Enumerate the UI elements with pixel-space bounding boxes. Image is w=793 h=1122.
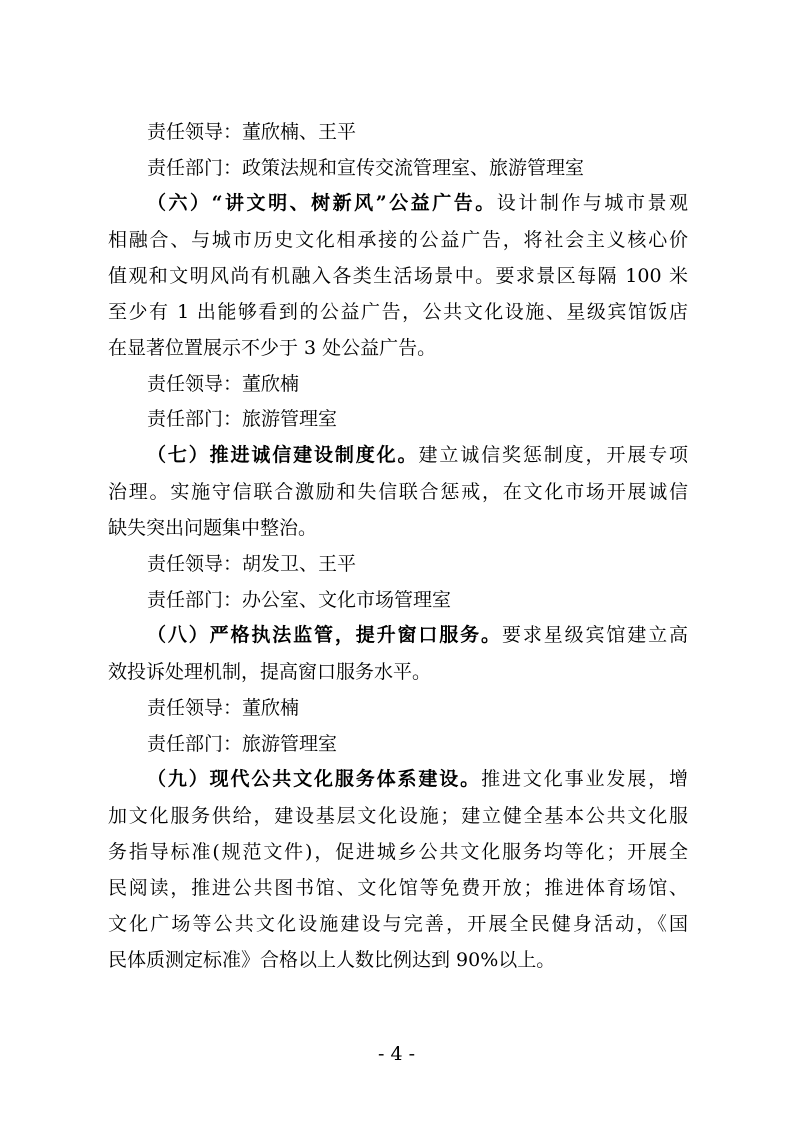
responsible-leader: 责任领导：董欣楠、王平 bbox=[147, 121, 357, 143]
responsible-department: 责任部门：旅游管理室 bbox=[147, 733, 338, 755]
paragraph-line: 相融合、与城市历史文化相承接的公益广告，将社会主义核心价 bbox=[108, 229, 688, 251]
section-nine-first-line bbox=[147, 764, 688, 794]
responsible-leader: 责任领导：董欣楠 bbox=[147, 373, 300, 395]
responsible-leader: 责任领导：胡发卫、王平 bbox=[147, 553, 357, 575]
section-six-first-line bbox=[147, 188, 688, 218]
paragraph-line: 至少有 1 出能够看到的公益广告，公共文化设施、星级宾馆饭店 bbox=[108, 301, 688, 323]
paragraph-line: 效投诉处理机制，提高窗口服务水平。 bbox=[108, 661, 432, 683]
paragraph-line: 在显著位置展示不少于 3 处公益广告。 bbox=[108, 337, 437, 359]
paragraph-text: 推进文化事业发展，增 bbox=[481, 768, 688, 790]
paragraph-text: 要求星级宾馆建立高 bbox=[501, 624, 688, 646]
paragraph-line: 值观和文明风尚有机融入各类生活场景中。要求景区每隔 100 米 bbox=[108, 265, 688, 287]
responsible-department: 责任部门：旅游管理室 bbox=[147, 408, 338, 430]
responsible-department: 责任部门：办公室、文化市场管理室 bbox=[147, 589, 452, 611]
section-six-heading: （六）“讲文明、树新风”公益广告。 bbox=[147, 192, 497, 214]
section-nine-heading: （九）现代公共文化服务体系建设。 bbox=[147, 768, 482, 790]
section-seven-first-line bbox=[147, 440, 688, 470]
paragraph-line: 加文化服务供给，建设基层文化设施；建立健全基本公共文化服 bbox=[108, 805, 688, 827]
section-eight-heading: （八）严格执法监管，提升窗口服务。 bbox=[147, 624, 502, 646]
paragraph-text: 设计制作与城市景观 bbox=[496, 192, 688, 214]
paragraph-line: 缺失突出问题集中整治。 bbox=[108, 517, 318, 539]
paragraph-line: 文化广场等公共文化设施建设与完善，开展全民健身活动，《国 bbox=[108, 913, 688, 935]
paragraph-text: 建立诚信奖惩制度，开展专项 bbox=[418, 444, 688, 466]
section-eight-first-line bbox=[147, 620, 688, 650]
page-number: - 4 - bbox=[377, 1043, 415, 1065]
responsible-department: 责任部门：政策法规和宣传交流管理室、旅游管理室 bbox=[147, 157, 585, 179]
responsible-leader: 责任领导：董欣楠 bbox=[147, 697, 300, 719]
paragraph-line: 务指导标准(规范文件)，促进城乡公共文化服务均等化；开展全 bbox=[108, 841, 688, 863]
paragraph-line: 民阅读，推进公共图书馆、文化馆等免费开放；推进体育场馆、 bbox=[108, 877, 688, 899]
paragraph-line: 民体质测定标准》合格以上人数比例达到 90%以上。 bbox=[108, 949, 556, 971]
section-seven-heading: （七）推进诚信建设制度化。 bbox=[147, 444, 419, 466]
paragraph-line: 治理。实施守信联合激励和失信联合惩戒，在文化市场开展诚信 bbox=[108, 481, 688, 503]
